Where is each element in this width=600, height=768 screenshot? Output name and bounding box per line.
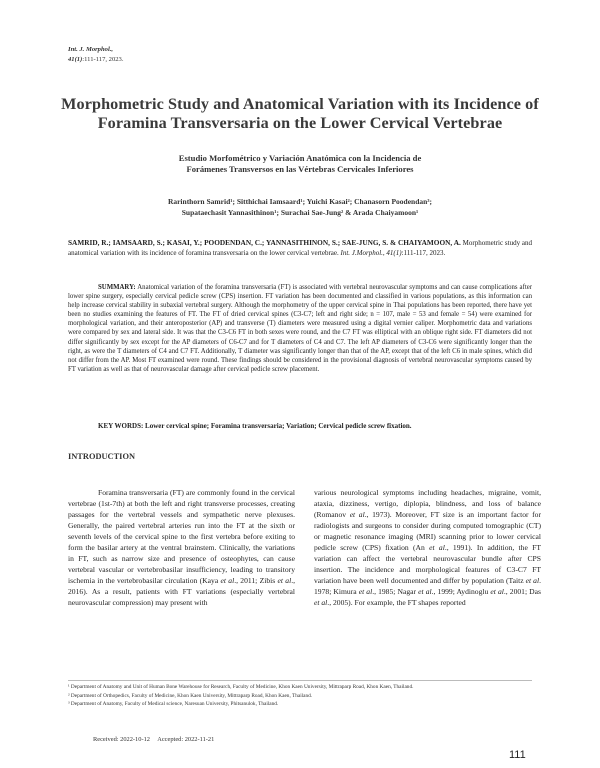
received-date: Received: 2022-10-12 xyxy=(93,736,150,743)
journal-pages: :111-117, 2023. xyxy=(82,55,124,63)
journal-volume-line xyxy=(68,55,124,65)
footnote-3: ³ Department of Anatomy, Faculty of Medical science, Naresuan University, Phitsanulok, Thailand. xyxy=(68,701,279,708)
et-al: et al xyxy=(418,587,432,596)
section-heading-introduction: INTRODUCTION xyxy=(68,452,136,461)
intro-text: ., 2001; Das xyxy=(503,587,541,596)
intro-text: ., 1999; Aydinoglu xyxy=(431,587,489,596)
journal-volume: 41(1) xyxy=(68,55,83,63)
intro-text: various neurological symptoms including headaches, migraine, vomit, ataxia, dizziness, vertigo, diplopia, blindness, and loss of balance (Romanov xyxy=(314,488,541,519)
author-list xyxy=(60,196,540,218)
intro-text: Foramina transversaria (FT) are commonly found in the cervical vertebrae (1st-7th) at both the left and right transverse processes, creating passages for the vertebral vessels and sympathetic nerve plexuses. Generally, the paired vertebral arteries run into the FT at the sixth or seventh levels of the cervical spine to the first vertebra before exiting to form the basilar artery at the ventral brainstem. Clinically, the variations in FT, such as narrow size and presence of osteophytes, can cause vertebral vascular or vertebrobasilar insufficiency, leading to transitory ischemia in the vertebrobasilar circulation (Kaya xyxy=(68,488,295,585)
citation-pages: :111-117, 2023. xyxy=(401,249,446,257)
summary-lead: SUMMARY: xyxy=(98,284,136,291)
intro-text: ., 2011; Zibis xyxy=(234,576,276,585)
citation-journal: Int. J.Morphol., 41(1) xyxy=(340,249,402,257)
et-al: et al xyxy=(429,543,445,552)
intro-text: ., 2016). As a result, patients with FT variations (especially vertebral neurovascular compression) may present with xyxy=(68,576,295,607)
et-al: et al xyxy=(314,598,328,607)
intro-text: ., 1973). Moreover, FT size is an important factor for radiologists and surgeons to consider during computed tomographic (CT) or magnetic resonance imaging (MRI) scanning prior to lower cervical pedicle screw (CPS) fixation (An xyxy=(314,510,541,552)
subtitle-line-1: Estudio Morfométrico y Variación Anatómica con la Incidencia de xyxy=(178,153,422,163)
intro-left-column xyxy=(68,487,295,608)
spanish-subtitle xyxy=(60,153,540,175)
accepted-date: Accepted: 2022-11-21 xyxy=(157,736,215,743)
et-al: et al xyxy=(277,576,292,585)
intro-right-column xyxy=(314,487,541,608)
subtitle-line-2: Forámenes Transversos en las Vértebras Cervicales Inferiores xyxy=(186,164,414,174)
paper-title: Morphometric Study and Anatomical Variation with its Incidence of Foramina Transversaria on the Lower Cervical Vertebrae xyxy=(61,95,539,132)
summary-abstract xyxy=(68,283,532,374)
summary-text: Anatomical variation of the foramina transversaria (FT) is associated with vertebral neurovascular symptoms and can cause complications after lower spine surgery, especially cervical pedicle screw (CPS) insertion. FT variation has been documented and classified in various populations, as this information can help increase cervical stability in subaxial vertebral surgery. Although the morphometry of the upper cervical spine in Thai populations has been reported, there have yet been no studies examining the features of FT. The FT of dried cervical spines (C3-C7; left and right side; n = 107, male = 53 and female = 54) were examined for morphological variation, and their anteroposterior (AP) and transverse (T) diameters were measured using a digital vernier caliper. Morphometric data and variations were compared by sex and lateral side. It was that the C3-C6 FT in both sexes were round, and the C7 FT was elliptical with an oblique right side. FT diameters did not differ significantly by sex except for the AP diameters of C6-C7 and for T diameters of C4 and C7. The left AP diameters of C3-C6 were significantly longer than the right, as were the T diameters of C4 and C7 FT. Additionally, T diameter was significantly longer than that of the AP, except that of the left C6 in male spines, which did not differ from the AP. Most FT examined were round. These findings should be considered in the provisional diagnosis of vertebral neurovascular symptoms caused by FT variation as well as that of neurovascular damage after cervical pedicle screw placement. xyxy=(68,284,532,373)
intro-text: ., 1985; Nagar xyxy=(372,587,417,596)
et-al: et al xyxy=(349,510,365,519)
authors-line-2: Supataechasit Yannasithinon¹; Surachai Sae-Jung² & Arada Chaiyamoon¹ xyxy=(181,208,419,217)
footnote-divider xyxy=(68,680,532,681)
intro-text: ., 1991). In addition, the FT variation can affect the vertebral neurovascular bundle after CPS insertion. The incidence and morphological features of C3-C7 FT variation have been well documented and differ by population (Taitz xyxy=(314,543,541,585)
citation-text: Morphometric study and anatomical variation with its incidence of foramina transversaria on the lower cervical vertebrae. xyxy=(68,239,532,257)
footnote-2: ² Department of Orthopedics, Faculty of Medicine, Khon Kaen University, Mittraparp Road, Khon Kaen, Thailand. xyxy=(68,692,313,699)
et-al: et al xyxy=(220,576,235,585)
intro-text: . 1978; Kimura xyxy=(314,576,541,596)
journal-name: Int. J. Morphol., xyxy=(68,46,114,53)
page-number: 111 xyxy=(509,749,526,761)
intro-text: ., 2005). For example, the FT shapes reported xyxy=(327,598,466,607)
et-al: et al xyxy=(358,587,373,596)
et-al: et al xyxy=(525,576,540,585)
affiliation-footnotes xyxy=(68,684,538,710)
et-al: et al xyxy=(490,587,504,596)
citation-authors: SAMRID, R.; IAMSAARD, S.; KASAI, Y.; POODENDAN, C.; YANNASITHINON, S.; SAE-JUNG, S. & CHAIYAMOON, A. xyxy=(68,238,461,247)
received-accepted-dates xyxy=(93,736,220,743)
citation xyxy=(68,238,532,258)
keywords: KEY WORDS: Lower cervical spine; Foramina transversaria; Variation; Cervical pedicle screw fixation. xyxy=(98,422,412,430)
journal-header xyxy=(68,45,124,64)
authors-line-1: Rarinthorn Samrid¹; Sitthichai Iamsaard¹; Yuichi Kasai²; Chanasorn Poodendan³; xyxy=(167,197,433,206)
footnote-1: ¹ Department of Anatomy and Unit of Human Bone Warehouse for Research, Faculty of Medicine, Khon Kaen University, Mittraparp Road, Khon Kaen, Thailand. xyxy=(68,684,414,690)
